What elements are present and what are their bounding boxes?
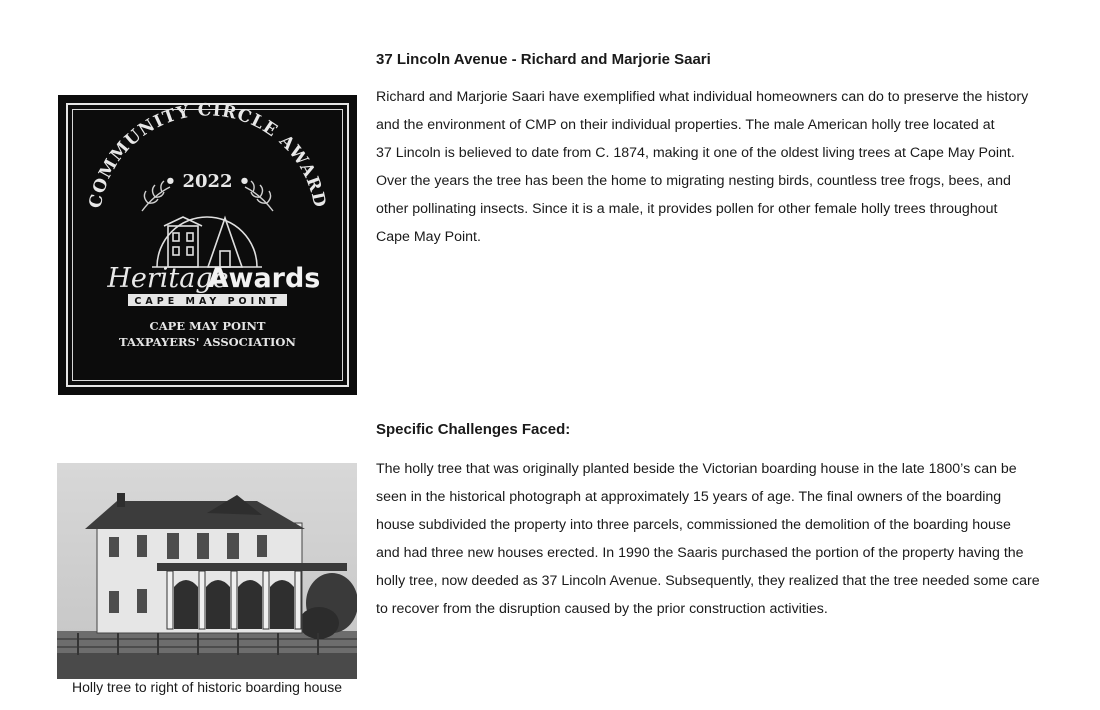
paragraph-line: holly tree, now deeded as 37 Lincoln Avenue. Subsequently, they realized that the tree needed some care [376, 573, 1040, 589]
challenges-paragraph [376, 455, 1066, 623]
paragraph-line: 37 Lincoln is believed to date from C. 1874, making it one of the oldest living trees at Cape May Point. [376, 145, 1015, 161]
badge-ribbon-text: CAPE MAY POINT [134, 296, 281, 307]
paragraph-line: other pollinating insects. Since it is a male, it provides pollen for other female holly trees throughout [376, 201, 998, 217]
badge-arc-text: COMMUNITY CIRCLE AWARD [85, 100, 330, 210]
paragraph-line: and had three new houses erected. In 1990 the Saaris purchased the portion of the property having the [376, 545, 1024, 561]
badge-org-line2: TAXPAYERS' ASSOCIATION [119, 335, 296, 349]
photo-caption: Holly tree to right of historic boarding house [71, 679, 343, 695]
paragraph-line: seen in the historical photograph at approximately 15 years of age. The final owners of the boarding [376, 489, 1002, 505]
houses-icon [152, 217, 262, 267]
badge-bold-word: Awards [207, 263, 321, 294]
section-heading-challenges: Specific Challenges Faced: [376, 421, 571, 438]
paragraph-line: The holly tree that was originally planted beside the Victorian boarding house in the late 1800’s can be [376, 461, 1017, 477]
section-heading-address: 37 Lincoln Avenue - Richard and Marjorie Saari [376, 51, 711, 68]
award-badge-logo [58, 95, 357, 395]
paragraph-line: Over the years the tree has been the home to migrating nesting birds, countless tree frogs, bees, and [376, 173, 1011, 189]
intro-paragraph [376, 83, 1066, 251]
paragraph-line: to recover from the disruption caused by the prior construction activities. [376, 601, 828, 617]
badge-artwork [58, 95, 357, 395]
paragraph-line: house subdivided the property into three parcels, commissioned the demolition of the boarding house [376, 517, 1011, 533]
badge-year: • 2022 • [164, 171, 251, 192]
paragraph-line: Cape May Point. [376, 229, 481, 245]
historic-boarding-house-photo [57, 463, 357, 679]
paragraph-line: and the environment of CMP on their individual properties. The male American holly tree located at [376, 117, 995, 133]
badge-script-word: Heritage [107, 263, 229, 294]
badge-org-line1: CAPE MAY POINT [149, 319, 266, 333]
paragraph-line: Richard and Marjorie Saari have exemplified what individual homeowners can do to preserve the history [376, 89, 1029, 105]
